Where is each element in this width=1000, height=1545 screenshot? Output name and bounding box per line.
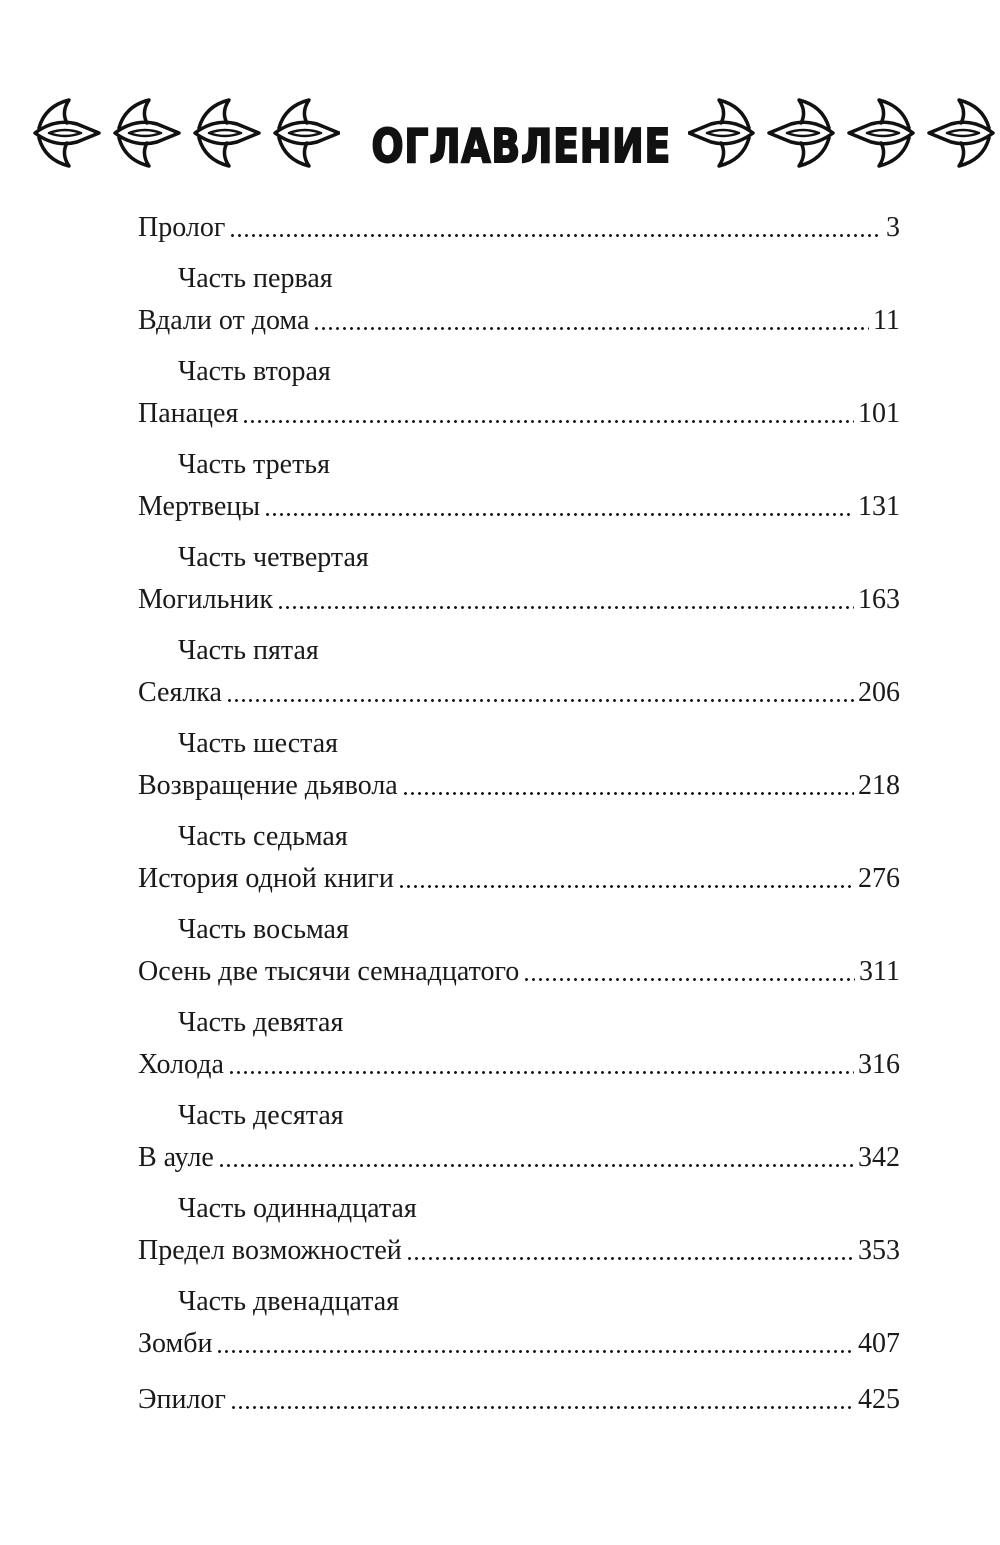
toc-entry-title: Могильник [138,584,273,615]
toc-entry[interactable] [138,670,900,710]
toc-entry-title: Пролог [138,212,226,243]
page-title: ОГЛАВЛЕНИЕ [371,119,672,173]
toc-entry-page: 342 [858,1142,900,1173]
toc-entry-page: 353 [858,1235,900,1266]
dot-leader [216,1331,854,1355]
toc-entry-page: 163 [858,584,900,615]
part-label: Часть седьмая [178,821,348,852]
toc-entry-title: Осень две тысячи семнадцатого [138,956,520,987]
part-label: Часть вторая [178,356,331,387]
toc-entry-title: Вдали от дома [138,305,310,336]
toc-entry-title: В ауле [138,1142,214,1173]
dot-leader [230,1387,854,1411]
toc-entry-title: Возвращение дьявола [138,770,398,801]
dot-leader [277,587,854,611]
toc-entry-title: Зомби [138,1328,213,1359]
dot-leader [228,1052,854,1076]
dot-leader [226,680,854,704]
dot-leader [402,773,854,797]
dot-leader [264,494,854,518]
part-label: Часть одиннадцатая [178,1193,417,1224]
toc-entry-title: Предел возможностей [138,1235,402,1266]
toc-entry-title: Эпилог [138,1384,226,1415]
toc-entry[interactable] [138,391,900,431]
toc-entry-title: Холода [138,1049,224,1080]
toc-entry-page: 206 [858,677,900,708]
toc-entry-page: 407 [858,1328,900,1359]
toc-entry-epilogue[interactable] [138,1377,900,1417]
toc-entry-page: 218 [858,770,900,801]
toc-entry-page: 311 [859,956,900,987]
dot-leader [242,401,854,425]
part-label: Часть десятая [178,1100,344,1131]
part-label: Часть восьмая [178,914,349,945]
part-label: Часть шестая [178,728,339,759]
toc-entry-title: Сеялка [138,677,222,708]
fleur-de-lis-ornament-icon [20,78,340,188]
toc-entry-prologue[interactable] [138,205,900,245]
toc-entry[interactable] [138,1321,900,1361]
dot-leader [229,215,882,239]
toc-entry[interactable] [138,763,900,803]
toc-entry[interactable] [138,484,900,524]
dot-leader [523,959,855,983]
toc-entry[interactable] [138,298,900,338]
toc-entry[interactable] [138,1135,900,1175]
toc-entry-page: 131 [858,491,900,522]
toc-entry[interactable] [138,1228,900,1268]
dot-leader [218,1145,854,1169]
toc-entry-page: 276 [858,863,900,894]
toc-entry-title: Панацея [138,398,239,429]
toc-entry-page: 3 [886,212,900,243]
header [0,78,1000,188]
part-label: Часть третья [178,449,330,480]
toc-entry-title: Мертвецы [138,491,261,522]
toc-entry[interactable] [138,1042,900,1082]
toc-entry-page: 101 [858,398,900,429]
part-label: Часть пятая [178,635,319,666]
dot-leader [398,866,854,890]
part-label: Часть двенадцатая [178,1286,400,1317]
toc-entry-page: 316 [858,1049,900,1080]
dot-leader [313,308,869,332]
toc-entry-page: 425 [858,1384,900,1415]
part-label: Часть первая [178,263,333,294]
part-label: Часть девятая [178,1007,344,1038]
part-label: Часть четвертая [178,542,369,573]
toc-entry[interactable] [138,856,900,896]
fleur-de-lis-ornament-icon [688,78,1000,188]
dot-leader [406,1238,854,1262]
toc-entry[interactable] [138,949,900,989]
toc-entry[interactable] [138,577,900,617]
toc-entry-title: История одной книги [138,863,394,894]
toc-entry-page: 11 [873,305,900,336]
